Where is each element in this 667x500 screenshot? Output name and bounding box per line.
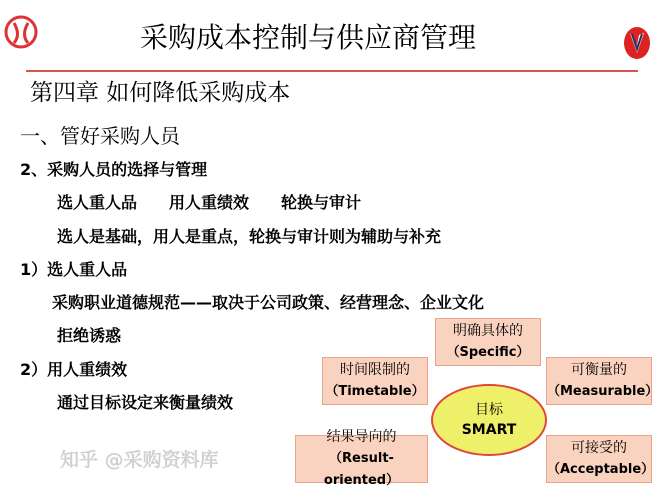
box-label-en: （Result-oriented） [323,451,400,488]
box-label-en: （Timetable） [325,384,425,399]
title-divider [26,70,638,72]
box-label: 可衡量的 [571,362,627,378]
text-line: 拒绝诱惑 [57,326,122,345]
smart-timetable-box [322,357,428,405]
box-label: 时间限制的 [340,362,410,378]
center-label: 目标 [475,402,503,418]
text-line: 2）用人重绩效 [20,360,128,379]
box-label: 可接受的 [571,440,627,456]
box-label-en: （Acceptable） [547,462,655,477]
box-label: 结果导向的 [326,429,397,445]
text-line: 采购职业道德规范——取决于公司政策、经营理念、企业文化 [52,293,485,312]
section-heading: 一、管好采购人员 [20,124,180,148]
smart-specific-box [435,318,541,366]
box-label: 明确具体的 [453,323,523,339]
company-logo-left [4,15,38,49]
text-line: 选人是基础，用人是重点，轮换与审计则为辅助与补充 [57,227,442,246]
slide-title: 采购成本控制与供应商管理 [140,21,477,54]
company-logo-right [623,25,651,61]
chapter-heading: 第四章 如何降低采购成本 [30,80,291,106]
smart-measurable-box [546,357,659,405]
smart-result-box [295,429,428,488]
smart-acceptable-box [546,435,655,483]
text-line: 选人重人品 用人重绩效 轮换与审计 [57,193,362,212]
watermark: 知乎 @采购资料库 [60,449,219,471]
box-label-en: （Measurable） [547,384,659,399]
box-label-en: （Specific） [446,345,530,360]
text-line: 2、采购人员的选择与管理 [20,160,208,179]
center-label-en: SMART [461,422,517,438]
text-line: 通过目标设定来衡量绩效 [57,393,234,412]
text-line: 1）选人重人品 [20,260,128,279]
smart-center-ellipse [431,384,547,456]
